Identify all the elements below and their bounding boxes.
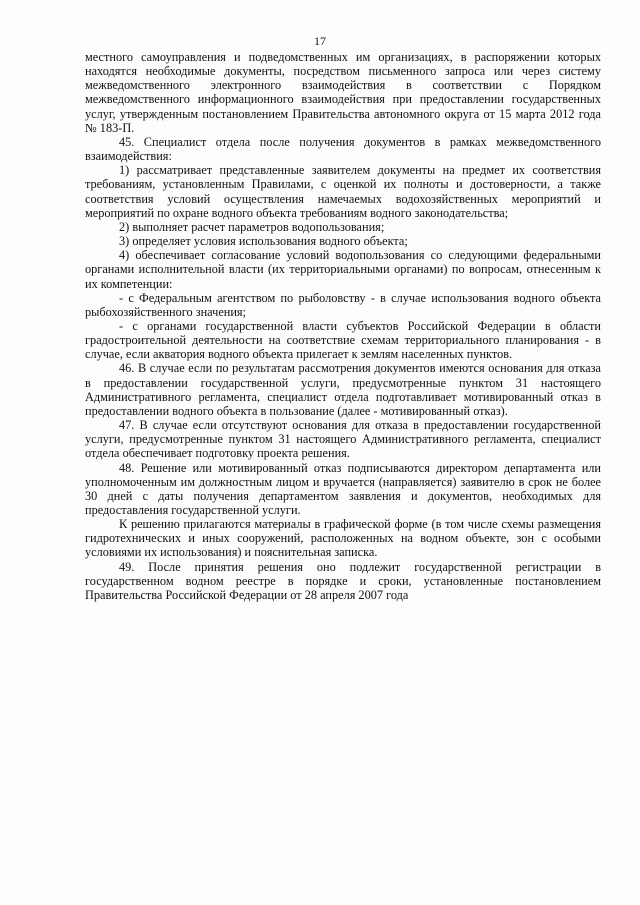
paragraph-46: 46. В случае если по результатам рассмотрения документов имеются основания для отказа в предоставлении государственной услуги, предусмотренные пунктом 31 настоящего Административного регламента, специалист отдела подготавливает мотивированный отказ в предоставлении водного объекта в пользование (далее - мотивированный отказ). — [85, 361, 601, 418]
dash-item-regional-authorities: - с органами государственной власти субъектов Российской Федерации в области градостроительной деятельности на соответствие схемам территориального планирования - в случае, если акватория водного объекта прилегает к землям населенных пунктов. — [85, 318, 601, 362]
paragraph-45: 45. Специалист отдела после получения документов в рамках межведомственного взаимодействия: — [85, 134, 601, 164]
paragraph-48: 48. Решение или мотивированный отказ подписываются директором департамента или уполномоченным им должностным лицом и вручается (направляется) заявителю в срок не более 30 дней с даты получения департаментом заявления и документов, необходимых для предоставления государственной услуги. — [85, 460, 601, 517]
list-item-2: 2) выполняет расчет параметров водопользования; — [119, 219, 385, 234]
list-item-4: 4) обеспечивает согласование условий водопользования со следующими федеральными органами исполнительной власти (их территориальными органами) по вопросам, отнесенным к их компетенции: — [85, 248, 601, 291]
paragraph-49: 49. После принятия решения оно подлежит государственной регистрации в государственном водном реестре в порядке и сроки, установленные постановлением Правительства Российской Федерации от 28 апреля 2007 года — [85, 559, 601, 602]
list-item-1: 1) рассматривает представленные заявителем документы на предмет их соответствия требованиям, установленным Правилами, с оценкой их полноты и достоверности, а также соответствия условий осуществления намечаемых водохозяйственных мероприятий и мероприятий по охране водного объекта требованиям водного законодательства; — [85, 163, 601, 220]
dash-item-fisheries: - с Федеральным агентством по рыболовству - в случае использования водного объекта рыбохозяйственного значения; — [85, 290, 601, 319]
paragraph-continuation: местного самоуправления и подведомственных им организациях, в распоряжении которых находятся необходимые документы, посредством письменного запроса или через систему межведомственного электронного взаимодействия в соответствии с Порядком межведомственного информационного взаимодействия при предоставлении государственных услуг, утвержденным постановлением Правительства автономного округа от 15 марта 2012 года № 183-П. — [85, 50, 601, 135]
page-number: 17 — [314, 34, 326, 48]
paragraph-attachments: К решению прилагаются материалы в графической форме (в том числе схемы размещения гидротехнических и иных сооружений, расположенных на водном объекте, зон с особыми условиями их использования) и пояснительная записка. — [85, 517, 601, 560]
paragraph-47: 47. В случае если отсутствуют основания для отказа в предоставлении государственной услуги, предусмотренные пунктом 31 настоящего Административного регламента, специалист отдела обеспечивает подготовку проекта решения. — [85, 418, 601, 461]
list-item-3: 3) определяет условия использования водного объекта; — [119, 234, 408, 249]
body-text — [85, 50, 601, 602]
